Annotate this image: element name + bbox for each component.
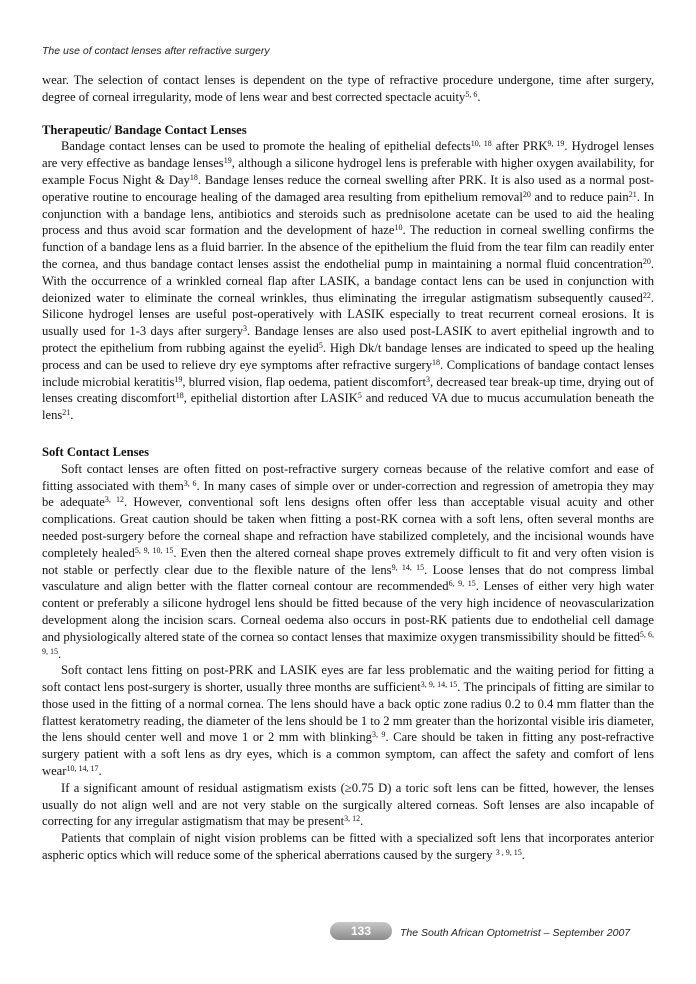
soft-paragraph-1: [42, 461, 654, 663]
text-run: . In many cases of simple over or under-correction and regression of ametropia they may be adequate: [42, 478, 654, 510]
citation: 3, 9: [371, 730, 386, 740]
text-run: and reduced VA due to mucus accumulation beneath the lens: [42, 391, 654, 423]
text-run: , epithelial distortion after LASIK: [183, 391, 358, 406]
citation: 20: [642, 256, 651, 266]
citation: 18: [189, 172, 198, 182]
citation: 18: [175, 391, 184, 401]
text-run: . Loose lenses that do not compress limbal vasculature and align better with the flatter corneal contour are recommended: [42, 562, 654, 594]
text-run: . The reduction in corneal swelling confirms the function of a bandage lens as a fluid barrier. In the absence of the epithelium the fluid from the tear film can readily enter the cornea, and thus bandage contact lenses assist the endothelial pump in maintaining a normal fluid concentration: [42, 223, 654, 271]
soft-paragraph-4: [42, 830, 654, 864]
text-run: Bandage contact lenses can be used to promote the healing of epithelial defects: [61, 139, 471, 154]
intro-end: .: [477, 89, 481, 104]
text-run: . With the occurrence of a wrinkled corneal flap after LASIK, a bandage contact lens can be used in conjunction with deionized water to eliminate the corneal wrinkles, thus eliminating the irregular astigmatism subsequently caused: [42, 256, 654, 305]
citation: 3 , 9, 15: [495, 848, 522, 858]
citation: 10: [394, 223, 403, 233]
text-run: . Bandage lenses are also used post-LASIK to avert epithelial ingrowth and to protect the epithelium from rubbing against the eyelid: [42, 324, 654, 355]
citation: 9, 14, 15: [391, 562, 425, 572]
text-run: Patients that complain of night vision problems can be fitted with a specialized soft lens that incorporates anterior aspheric optics which will reduce some of the spherical aberrations caused by the surgery: [42, 831, 654, 863]
citation: 5: [357, 391, 362, 401]
citation: 3: [243, 324, 247, 334]
text-run: .: [360, 814, 364, 829]
section-heading-therapeutic: Therapeutic/ Bandage Contact Lenses: [42, 122, 247, 137]
citation: 19: [223, 156, 232, 166]
text-run: If a significant amount of residual astigmatism exists (≥0.75 D) a toric soft lens can be fitted, however, the lenses usually do not align well and are not very stable on the surgically altered corneas. Soft lenses are also incapable of correcting for any irregular astigmatism that may be present: [42, 780, 654, 829]
page-footer: [0, 922, 696, 948]
citation: 21: [628, 189, 637, 199]
text-run: . In conjunction with a bandage lens, antibiotics and steroids such as prednisolone acetate can be used to aid the healing process and thus avoid scar formation and the development of haze: [42, 189, 654, 238]
text-run: and to reduce pain: [530, 189, 629, 204]
text-run: .: [58, 646, 62, 661]
text-run: Soft contact lens fitting on post-PRK and LASIK eyes are far less problematic and the waiting period for fitting a soft contact lens post-surgery is shorter, usually three months are sufficient: [42, 663, 654, 695]
citation: 3, 9, 14, 15: [420, 680, 458, 690]
citation: 3: [425, 374, 430, 384]
text-run: . Complications of bandage contact lenses include microbial keratitis: [42, 357, 655, 389]
intro-text: wear. The selection of contact lenses is dependent on the type of refractive procedure undergone, time after surgery, degree of corneal irregularity, mode of lens wear and best corrected spectacle acuity: [42, 73, 654, 104]
text-run: .: [98, 764, 102, 779]
citation: 5, 6, 9, 15: [42, 629, 655, 656]
citation: 10, 18: [470, 139, 492, 149]
running-header: The use of contact lenses after refractive surgery: [42, 45, 270, 57]
page-number-badge: 133: [330, 922, 392, 940]
citation: 6, 9, 15: [448, 579, 476, 589]
text-run: . Silicone hydrogel lenses are useful post-operatively with LASIK especially to treat recurrent corneal erosions. It is usually used for 1-3 days after surgery: [42, 290, 654, 339]
text-run: . Care should be taken in fitting any post-refractive surgery patient with a soft lens as dry eyes, which is a common symptom, can affect the safety and comfort of lens wear: [42, 730, 655, 779]
citation: 10, 14, 17: [66, 764, 99, 774]
citation: 3, 12: [344, 814, 361, 824]
text-run: , although a silicone hydrogel lens is preferable with higher oxygen availability, for example Focus Night & Day: [42, 156, 654, 187]
journal-footer: The South African Optometrist – September 2007: [400, 927, 631, 939]
text-run: . High Dk/t bandage lenses are indicated to speed up the healing process and can be used to relieve dry eye symptoms after refractive surgery: [42, 340, 654, 372]
text-run: .: [521, 848, 525, 863]
text-run: , decreased tear break-up time, drying out of lenses creating discomfort: [42, 374, 654, 406]
therapeutic-paragraph: [42, 138, 654, 424]
text-run: . Hydrogel lenses are very effective as bandage lenses: [42, 139, 655, 171]
citation: 18: [432, 357, 441, 367]
citation: 9, 19: [547, 139, 565, 149]
text-run: , blurred vision, flap oedema, patient discomfort: [182, 374, 426, 389]
text-run: Soft contact lenses are often fitted on post-refractive surgery corneas because of the relative comfort and ease of fitting associated with them: [42, 461, 654, 493]
citation: 5, 9, 10, 15: [134, 545, 174, 555]
citation: 22: [642, 290, 651, 300]
citation: 3, 6: [183, 478, 197, 488]
text-run: . Lenses of either very high water content or preferably a silicone hydrogel lens should be fitted because of the very high incidence of neovascularization development along the incision scars. Corneal oedema also occurs in post-RK patients due to endothelial cell damage and physiologically altered state of the cornea so contact lenses that maximize oxygen transmissibility should be fitted: [42, 579, 655, 644]
text-run: . The principals of fitting are similar to those used in the fitting of a normal cornea. The lens should have a back optic zone radius 0.2 to 0.4 mm flatter than the flattest keratometry reading, the diameter of the lens should be 1 to 2 mm greater than the horizontal visible iris diameter, the lens should center well and move 1 or 2 mm with blinking: [42, 680, 655, 745]
text-run: after PRK: [491, 139, 548, 154]
citation: 21: [62, 408, 71, 418]
text-run: . However, conventional soft lens designs often offer less than acceptable visual acuity and other complications. Great caution should be taken when fitting a post-RK cornea with a soft lens, often several months are needed post-surgery before the corneal shape and refraction have stabilized completely, and the incisional wounds have completely healed: [42, 495, 654, 560]
article-body: [42, 72, 654, 864]
citation: 19: [174, 374, 183, 384]
text-run: .: [70, 408, 74, 423]
soft-paragraph-3: [42, 780, 654, 830]
soft-paragraph-2: [42, 662, 654, 780]
citation: 3, 12: [104, 495, 124, 505]
intro-paragraph: [42, 72, 654, 106]
text-run: . Bandage lenses reduce the corneal swelling after PRK. It is also used as a normal post-operative routine to encourage healing of the damaged area resulting from epithelium removal: [42, 172, 654, 204]
citation: 5, 6: [465, 89, 478, 99]
citation: 5: [318, 340, 323, 350]
citation: 20: [522, 189, 531, 199]
text-run: . Even then the altered corneal shape proves extremely difficult to fit and very often vision is not stable or perfectly clear due to the flexible nature of the lens: [42, 545, 655, 577]
section-heading-soft: Soft Contact Lenses: [42, 444, 150, 459]
